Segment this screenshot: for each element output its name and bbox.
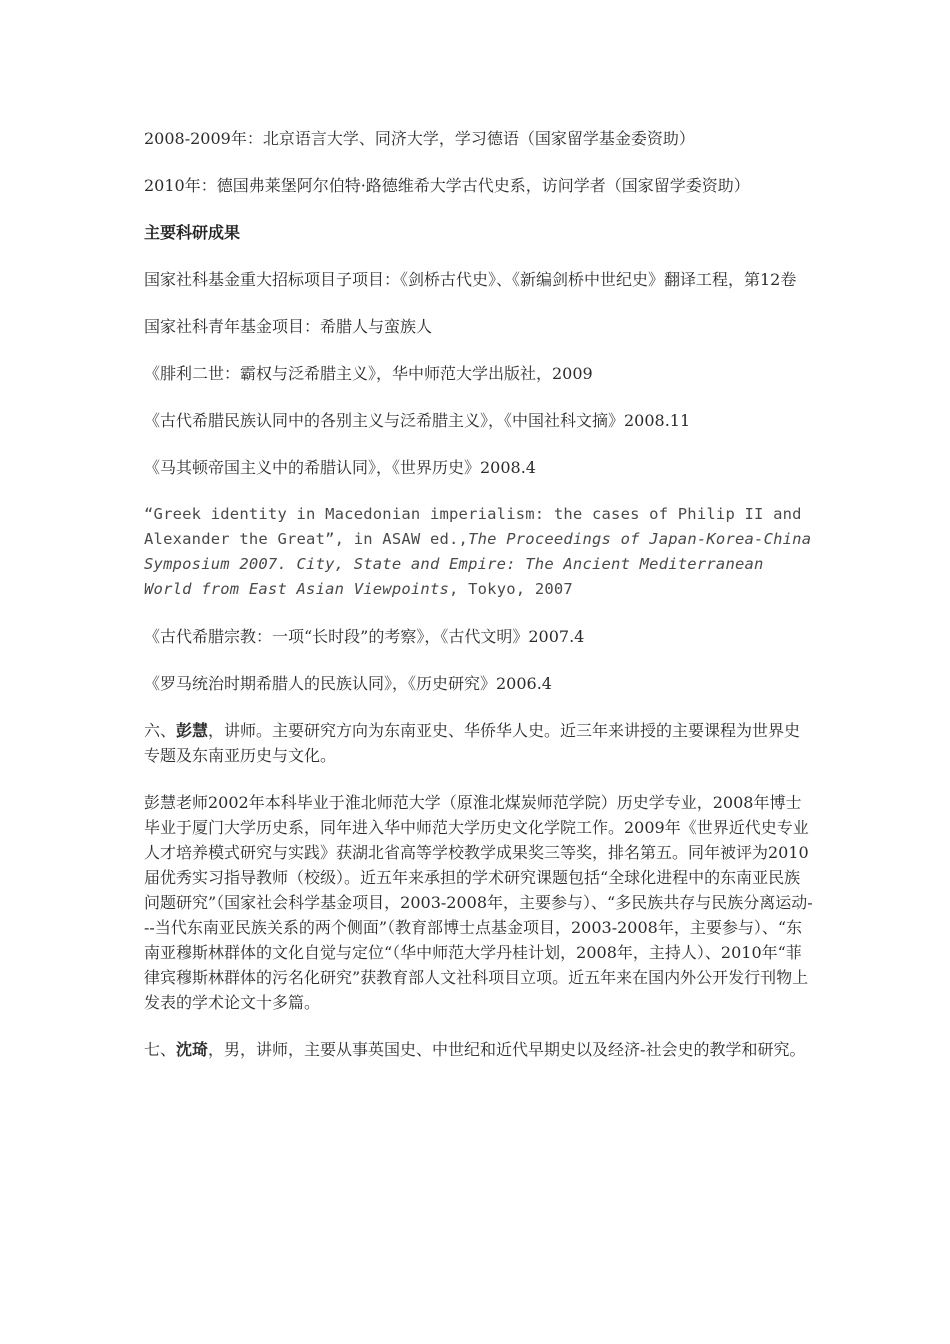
publication-digest: 《古代希腊民族认同中的各别主义与泛希腊主义》，《中国社科文摘》2008.11 xyxy=(144,411,691,430)
faculty-7-name: 沈琦 xyxy=(176,1040,209,1059)
faculty-6-name: 彭慧 xyxy=(176,721,209,740)
education-2010: 2010年：德国弗莱堡阿尔伯特·路德维希大学古代史系，访问学者（国家留学委资助） xyxy=(144,176,750,195)
faculty-6-number: 六、 xyxy=(144,721,177,740)
publication-english-title: “Greek identity in Macedonian imperialism: the cases of Philip II and Alexander the Great”, in ASAW ed., xyxy=(144,505,802,548)
project-major: 国家社科基金重大招标项目子项目：《剑桥古代史》、《新编剑桥中世纪史》翻译工程，第12卷 xyxy=(144,270,797,289)
document-page xyxy=(144,126,814,1084)
faculty-6-intro xyxy=(144,718,814,768)
publication-book: 《腓利二世：霸权与泛希腊主义》，华中师范大学出版社，2009 xyxy=(144,364,593,383)
faculty-6-bio: 彭慧老师2002年本科毕业于淮北师范大学（原淮北煤炭师范学院）历史学专业，2008年博士毕业于厦门大学历史系，同年进入华中师范大学历史文化学院工作。2009年《世界近代史专业人才培养模式研究与实践》获湖北省高等学校教学成果奖三等奖，排名第五。同年被评为2010届优秀实习指导教师（校级）。近五年来承担的学术研究课题包括“全球化进程中的东南亚民族问题研究”（国家社会科学基金项目，2003-2008年，主要参与）、“多民族共存与民族分离运动---当代东南亚民族关系的两个侧面”（教育部博士点基金项目，2003-2008年，主要参与）、“东南亚穆斯林群体的文化自觉与定位“（华中师范大学丹桂计划，2008年，主持人）、2010年“菲律宾穆斯林群体的污名化研究”获教育部人文社科项目立项。近五年来在国内外公开发行刊物上发表的学术论文十多篇。 xyxy=(144,793,813,1012)
faculty-7-summary: ，男，讲师，主要从事英国史、中世纪和近代早期史以及经济-社会史的教学和研究。 xyxy=(208,1040,806,1059)
publication-world-history: 《马其顿帝国主义中的希腊认同》，《世界历史》2008.4 xyxy=(144,458,536,477)
faculty-7-number: 七、 xyxy=(144,1040,177,1059)
publication-english xyxy=(144,502,814,602)
education-2008: 2008-2009年：北京语言大学、同济大学，学习德语（国家留学基金委资助） xyxy=(144,129,695,148)
project-youth: 国家社科青年基金项目：希腊人与蛮族人 xyxy=(144,317,433,336)
publication-english-place: , Tokyo, 2007 xyxy=(449,580,573,598)
publication-english-proceedings: The Proceedings of Japan-Korea-China Symposium 2007. City, State and Empire: The Ancient Mediterranean World from East Asian Viewpoints xyxy=(144,530,812,598)
faculty-7-intro xyxy=(144,1037,814,1062)
publication-roman: 《罗马统治时期希腊人的民族认同》，《历史研究》2006.4 xyxy=(144,674,552,693)
research-heading: 主要科研成果 xyxy=(144,223,241,242)
faculty-6-summary: ，讲师。主要研究方向为东南亚史、华侨华人史。近三年来讲授的主要课程为世界史专题及东南亚历史与文化。 xyxy=(144,721,801,765)
publication-religion: 《古代希腊宗教：一项“长时段”的考察》，《古代文明》2007.4 xyxy=(144,627,585,646)
